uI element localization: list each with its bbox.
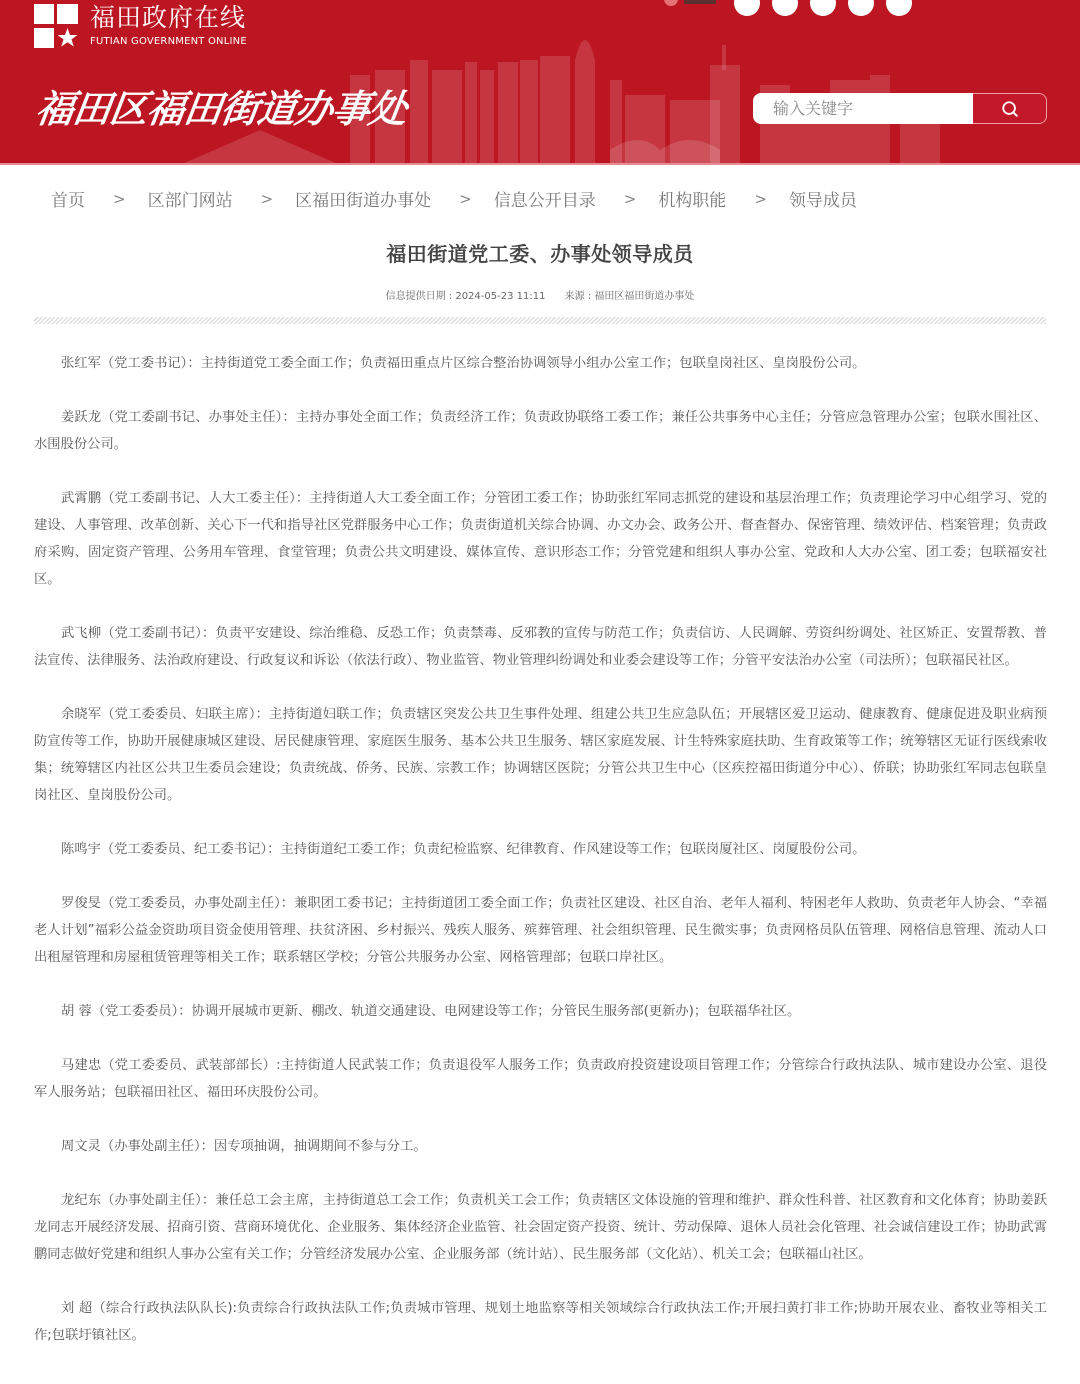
breadcrumb-futian-subdistrict[interactable]: 区福田街道办事处 xyxy=(295,191,432,211)
leader-paragraph: 陈鸣宇（党工委委员、纪工委书记）：主持街道纪工委工作；负责纪检监察、纪律教育、作风建设等工作；包联岗厦社区、岗厦股份公司。 xyxy=(61,842,866,857)
search-input[interactable] xyxy=(753,93,973,124)
leader-paragraph: 马建忠（党工委委员、武装部部长）:主持街道人民武装工作；负责退役军人服务工作；负责政府投资建设项目管理工作；分管综合行政执法队、城市建设办公室、退役军人服务站；包联福田社区、福田环庆股份公司。 xyxy=(34,1058,1047,1100)
site-title: 福田区福田街道办事处 xyxy=(32,87,410,131)
article-body xyxy=(34,350,1047,1376)
leader-paragraph: 姜跃龙（党工委副书记、办事处主任）：主持办事处全面工作；负责经济工作；负责政协联络工委工作；兼任公共事务中心主任；分管应急管理办公室；包联水围社区、水围股份公司。 xyxy=(34,410,1047,452)
leader-paragraph: 张红军（党工委书记）：主持街道党工委全面工作；负责福田重点片区综合整治协调领导小组办公室工作；包联皇岗社区、皇岗股份公司。 xyxy=(61,356,866,371)
app-icon[interactable] xyxy=(810,0,836,16)
breadcrumb-separator: > xyxy=(754,189,767,208)
emblem-badge-icon[interactable] xyxy=(660,0,720,10)
breadcrumb-home[interactable]: 首页 xyxy=(51,191,85,211)
divider xyxy=(34,317,1046,324)
leader-paragraph: 龙纪东（办事处副主任）：兼任总工会主席，主持街道总工会工作；负责机关工会工作；负责辖区文体设施的管理和维护、群众性科普、社区教育和文化体育；协助姜跃龙同志开展经济发展、招商引资、营商环境优化、企业服务、集体经济企业监管、社会固定资产投资、统计、劳动保障、退休人员社会化管理、社会诚信建设工作；协助武霄鹏同志做好党建和组织人事办公室有关工作；分管经济发展办公室、企业服务部（统计站）、民生服务部（文化站）、机关工会；包联福山社区。 xyxy=(34,1193,1047,1262)
breadcrumb-institutional-functions[interactable]: 机构职能 xyxy=(658,191,727,211)
site-header xyxy=(0,0,1080,165)
leader-paragraph: 武飞柳（党工委副书记）：负责平安建设、综治维稳、反恐工作；负责禁毒、反邪教的宣传与防范工作；负责信访、人民调解、劳资纠纷调处、社区矫正、安置帮教、普法宣传、法律服务、法治政府建设、行政复议和诉讼（依法行政）、物业监管、物业管理纠纷调处和业委会建设等工作；分管平安法治办公室（司法所）；包联福民社区。 xyxy=(34,626,1047,668)
search-icon xyxy=(1001,100,1019,118)
logo-title: 福田政府在线 xyxy=(90,3,247,32)
leader-paragraph: 余晓军（党工委委员、妇联主席）：主持街道妇联工作；负责辖区突发公共卫生事件处理、组建公共卫生应急队伍；开展辖区爱卫运动、健康教育、健康促进及职业病预防宣传等工作，协助开展健康城区建设、居民健康管理、家庭医生服务、基本公共卫生服务、辖区家庭发展、计生特殊家庭扶助、生育政策等工作；统筹辖区无证行医线索收集；统筹辖区内社区公共卫生委员会建设；负责统战、侨务、民族、宗教工作；协调辖区医院；分管公共卫生中心（区疾控福田街道分中心）、侨联；协助张红军同志包联皇岗社区、皇岗股份公司。 xyxy=(34,707,1047,803)
leader-paragraph: 武霄鹏（党工委副书记、人大工委主任）：主持街道人大工委全面工作；分管团工委工作；协助张红军同志抓党的建设和基层治理工作；负责理论学习中心组学习、党的建设、人事管理、改革创新、关心下一代和指导社区党群服务中心工作；负责街道机关综合协调、办文办会、政务公开、督查督办、保密管理、绩效评估、档案管理；负责政府采购、固定资产管理、公务用车管理、食堂管理；负责公共文明建设、媒体宣传、意识形态工作；分管党建和组织人事办公室、党政和人大办公室、团工委；包联福安社区。 xyxy=(34,491,1047,587)
search-button[interactable] xyxy=(973,93,1047,124)
article-title: 福田街道党工委、办事处领导成员 xyxy=(386,242,694,266)
site-logo[interactable] xyxy=(34,4,247,48)
breadcrumb-separator: > xyxy=(113,189,126,208)
breadcrumb-separator: > xyxy=(260,189,274,208)
language-icon[interactable] xyxy=(886,0,912,16)
breadcrumb xyxy=(51,186,857,211)
logo-subtitle: FUTIAN GOVERNMENT ONLINE xyxy=(90,36,247,47)
weibo-icon[interactable] xyxy=(734,0,760,16)
logo-mark-icon xyxy=(34,4,78,48)
breadcrumb-separator: > xyxy=(623,189,637,208)
leader-paragraph: 胡 蓉（党工委委员）：协调开展城市更新、棚改、轨道交通建设、电网建设等工作；分管民生服务部(更新办)；包联福华社区。 xyxy=(61,1004,801,1019)
breadcrumb-leadership[interactable]: 领导成员 xyxy=(788,191,857,211)
leader-paragraph: 刘 超（综合行政执法队队长):负责综合行政执法队工作;负责城市管理、规划土地监察等相关领域综合行政执法工作;开展扫黄打非工作;协助开展农业、畜牧业等相关工作;包联圩镇社区。 xyxy=(34,1301,1047,1343)
breadcrumb-separator: > xyxy=(459,189,472,208)
breadcrumb-department-sites[interactable]: 区部门网站 xyxy=(147,191,233,211)
article-source: 来源 : 福田区福田街道办事处 xyxy=(564,291,695,302)
search-bar xyxy=(753,93,1047,124)
leader-paragraph: 周文灵（办事处副主任）：因专项抽调，抽调期间不参与分工。 xyxy=(61,1139,427,1154)
breadcrumb-info-disclosure[interactable]: 信息公开目录 xyxy=(493,191,596,211)
publish-date: 信息提供日期 : 2024-05-23 11:11 xyxy=(385,291,546,302)
wechat-icon[interactable] xyxy=(772,0,798,16)
top-toolbar xyxy=(660,0,924,16)
leader-paragraph: 罗俊旻（党工委委员，办事处副主任）：兼职团工委书记；主持街道团工委全面工作；负责社区建设、社区自治、老年人福利、特困老年人救助、负责老年人协会、“幸福老人计划”福彩公益金资助项目资金使用管理、扶贫济困、乡村振兴、残疾人服务、殡葬管理、社会组织管理、民生微实事；负责网格员队伍管理、网格信息管理、流动人口出租屋管理和房屋租赁管理等相关工作；联系辖区学校；分管公共服务办公室、网格管理部；包联口岸社区。 xyxy=(34,896,1047,965)
accessibility-icon[interactable] xyxy=(848,0,874,16)
article-meta xyxy=(0,287,1080,302)
